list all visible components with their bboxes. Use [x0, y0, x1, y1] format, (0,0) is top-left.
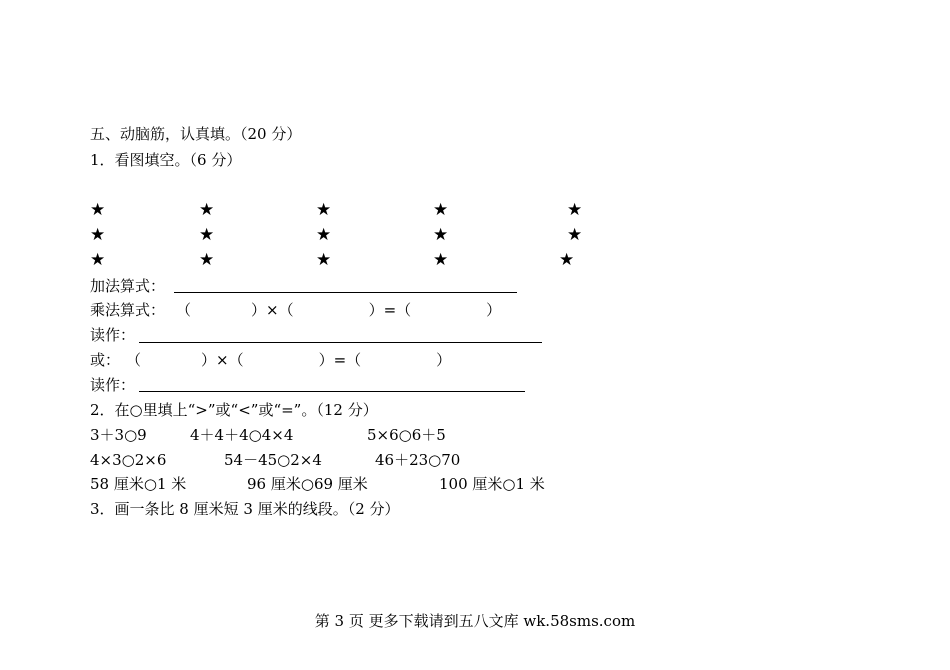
compare-item[interactable]: 4＋4＋4○4×4	[190, 426, 294, 444]
star-icon: ★	[433, 200, 449, 220]
read-label-1: 读作：	[90, 326, 136, 344]
star-icon: ★	[199, 225, 215, 245]
q1-title: 1．看图填空。（6 分）	[90, 151, 242, 169]
compare-item[interactable]: 3＋3○9	[90, 426, 147, 444]
star-icon: ★	[90, 225, 106, 245]
addition-answer-blank[interactable]	[174, 292, 517, 293]
star-icon: ★	[433, 225, 449, 245]
star-icon: ★	[316, 225, 332, 245]
or-expression[interactable]: （ ）×（ ）=（ ）	[126, 351, 452, 369]
star-icon: ★	[433, 250, 449, 270]
compare-item[interactable]: 100 厘米○1 米	[439, 475, 545, 493]
star-icon: ★	[559, 250, 575, 270]
compare-item[interactable]: 58 厘米○1 米	[90, 475, 187, 493]
or-label: 或：	[90, 351, 121, 369]
read-label-2: 读作：	[90, 376, 136, 394]
star-icon: ★	[90, 250, 106, 270]
q2-title: 2．在○里填上“>”或“<”或“=”。（12 分）	[90, 401, 378, 419]
addition-label: 加法算式：	[90, 277, 166, 295]
multiplication-expression[interactable]: （ ）×（ ）=（ ）	[176, 301, 502, 319]
read-answer-blank-1[interactable]	[139, 342, 542, 343]
star-icon: ★	[90, 200, 106, 220]
star-icon: ★	[567, 225, 583, 245]
compare-item[interactable]: 5×6○6＋5	[367, 426, 446, 444]
compare-item[interactable]: 54－45○2×4	[224, 451, 322, 469]
star-icon: ★	[567, 200, 583, 220]
star-icon: ★	[316, 250, 332, 270]
q3-title: 3．画一条比 8 厘米短 3 厘米的线段。（2 分）	[90, 500, 400, 518]
compare-item[interactable]: 46＋23○70	[375, 451, 461, 469]
section-title: 五、动脑筋，认真填。（20 分）	[90, 125, 302, 143]
compare-item[interactable]: 4×3○2×6	[90, 451, 167, 469]
star-icon: ★	[316, 200, 332, 220]
read-answer-blank-2[interactable]	[139, 391, 525, 392]
multiplication-label: 乘法算式：	[90, 301, 166, 319]
star-icon: ★	[199, 200, 215, 220]
page-footer: 第 3 页 更多下载请到五八文库 wk.58sms.com	[314, 612, 636, 630]
compare-item[interactable]: 96 厘米○69 厘米	[247, 475, 368, 493]
star-icon: ★	[199, 250, 215, 270]
